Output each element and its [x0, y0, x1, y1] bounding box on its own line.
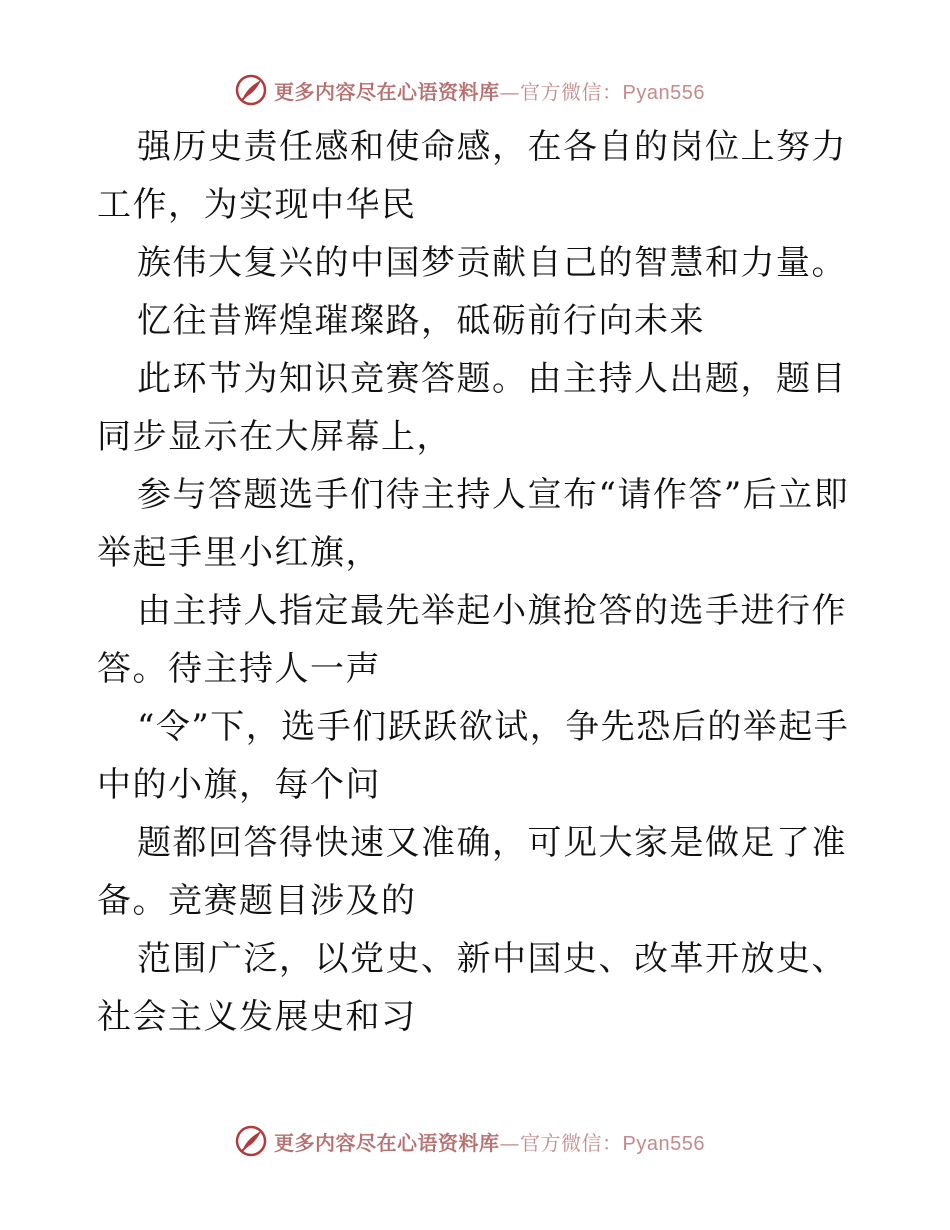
- quill-logo-icon: [234, 1124, 268, 1158]
- body-paragraph: 题都回答得快速又准确，可见大家是做足了准备。竞赛题目涉及的: [97, 823, 847, 921]
- body-paragraph: 此环节为知识竞赛答题。由主持人出题，题目同步显示在大屏幕上，: [97, 359, 847, 457]
- footer-brand: 更多内容尽在心语资料库: [274, 1130, 500, 1155]
- header-banner: [234, 72, 705, 108]
- footer-separator: —: [499, 1130, 520, 1155]
- footer-text: [274, 1127, 705, 1156]
- body-paragraph: 范围广泛，以党史、新中国史、改革开放史、社会主义发展史和习: [97, 939, 847, 1037]
- footer-wechat-id: Pyan556: [622, 1132, 705, 1155]
- footer-wechat-label: 官方微信：: [520, 1130, 623, 1155]
- header-text: [274, 76, 705, 105]
- body-paragraph: 强历史责任感和使命感，在各自的岗位上努力工作，为实现中华民: [97, 127, 847, 225]
- header-wechat-label: 官方微信：: [520, 79, 623, 104]
- body-paragraph: 参与答题选手们待主持人宣布“请作答”后立即举起手里小红旗，: [97, 475, 850, 573]
- body-paragraph: “令”下，选手们跃跃欲试，争先恐后的举起手中的小旗，每个问: [97, 707, 850, 805]
- body-paragraph: 族伟大复兴的中国梦贡献自己的智慧和力量。: [137, 243, 847, 283]
- header-brand: 更多内容尽在心语资料库: [274, 79, 500, 104]
- footer-banner: [234, 1123, 705, 1159]
- document-body: [97, 118, 857, 1046]
- quill-logo-icon: [234, 73, 268, 107]
- body-paragraph: 由主持人指定最先举起小旗抢答的选手进行作答。待主持人一声: [97, 591, 847, 689]
- header-wechat-id: Pyan556: [622, 81, 705, 104]
- header-separator: —: [499, 79, 520, 104]
- body-paragraph: 忆往昔辉煌璀璨路，砥砺前行向未来: [137, 301, 705, 341]
